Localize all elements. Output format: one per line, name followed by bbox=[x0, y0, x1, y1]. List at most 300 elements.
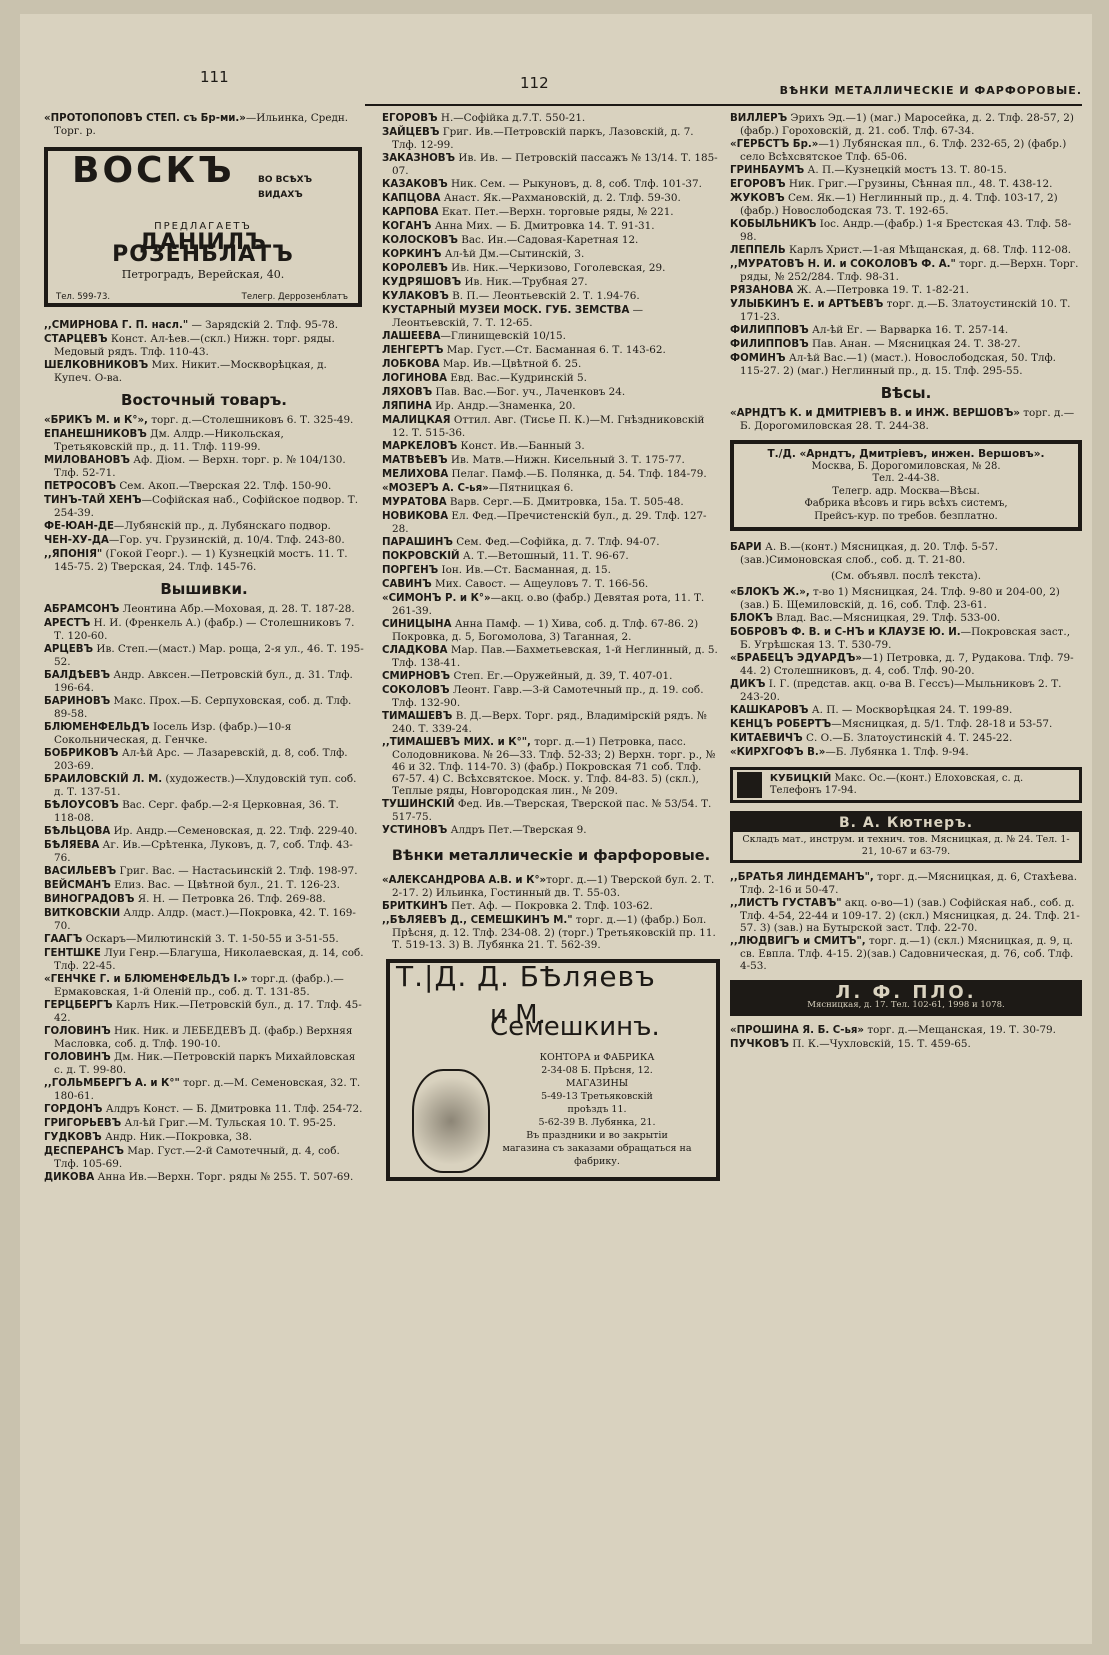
directory-entry bbox=[44, 747, 364, 772]
directory-page bbox=[20, 14, 1092, 1644]
entry-name: СОКОЛОВЪ bbox=[382, 685, 450, 696]
section-heading-vesy: Вѣсы. bbox=[880, 384, 932, 402]
entry-name: МУРАТОВА bbox=[382, 497, 447, 508]
directory-entry bbox=[44, 454, 364, 479]
entry-details: —1) Лубянская пл., 6. Тлф. 232-65, 2) (фабр.) село Всѣхсвятское Тлф. 65-06. bbox=[740, 138, 1067, 163]
entry-name: ЗАЙЦЕВЪ bbox=[382, 127, 440, 138]
wreath-emblem-icon bbox=[412, 1069, 490, 1173]
entry-details: Іон. Ив.—Ст. Басманная, д. 15. bbox=[438, 564, 611, 576]
entry-name: ГЕРЦБЕРГЪ bbox=[44, 1000, 113, 1011]
header-rule bbox=[365, 104, 1082, 106]
directory-entry bbox=[44, 643, 364, 668]
directory-entry bbox=[382, 178, 720, 191]
entry-details: —Б. Лубянка 1. Тлф. 9-94. bbox=[825, 746, 969, 758]
directory-entry bbox=[44, 520, 364, 533]
directory-entry bbox=[730, 871, 1082, 896]
directory-entry bbox=[382, 684, 720, 709]
entry-name: СЛАДКОВА bbox=[382, 645, 448, 656]
directory-entry bbox=[382, 618, 720, 643]
directory-entry bbox=[382, 344, 720, 357]
entry-name: ФИЛИППОВЪ bbox=[730, 339, 809, 350]
entry-name: МАЛИЦКАЯ bbox=[382, 415, 451, 426]
entry-details: Ир. Андр.—Семеновская, д. 22. Тлф. 229-40. bbox=[110, 825, 358, 837]
ad-line: Въ праздники и во закрытіи магазина съ заказами обращаться на фабрику. bbox=[502, 1130, 692, 1167]
section-heading-venki: Вѣнки металлическіе и фарфоровые. bbox=[391, 848, 711, 864]
ad-vosk-telegr: Телегр. Деррозенблатъ bbox=[241, 292, 348, 302]
entry-details: С. О.—Б. Златоустинскій 4. Т. 245-22. bbox=[802, 732, 1013, 744]
entry-details: А. Т.—Ветошный, 11. Т. 96-67. bbox=[459, 550, 629, 562]
entry-details: Ник. Сем. — Рыкуновъ, д. 8, соб. Тлф. 101-37. bbox=[447, 178, 702, 190]
ad-line: Прейсъ-кур. по требов. безплатно. bbox=[814, 510, 998, 522]
directory-entry bbox=[730, 718, 1082, 731]
directory-entry bbox=[382, 644, 720, 669]
entry-details: Андр. Ник.—Покровка, 38. bbox=[101, 1131, 253, 1143]
ad-vosk-headline: ВОСКЪ bbox=[72, 150, 235, 191]
entry-details: торг. д.—Верхн. Торг. ряды, № 252/284. Тлф. 98-31. bbox=[740, 258, 1079, 283]
entry-name: «АРНДТЪ К. и ДМИТРІЕВЪ В. и ИНЖ. ВЕРШОВЪ» bbox=[730, 408, 1020, 419]
entry-name: БЛОКЪ bbox=[730, 613, 773, 624]
directory-entry bbox=[44, 669, 364, 694]
ad-line: 5-62-39 В. Лубянка, 21. bbox=[538, 1117, 656, 1128]
ad-line: 2-34-08 Б. Прѣсня, 12. bbox=[541, 1065, 653, 1076]
directory-entry bbox=[382, 206, 720, 219]
directory-entry bbox=[382, 330, 720, 343]
entry-details: Ал-ѣй Вас.—1) (маст.). Новослободская, 50. Тлф. 115-27. 2) (маг.) Неглинный пр., д. 15. Тлф. 295-55. bbox=[740, 352, 1056, 377]
ad-arndt-heading: Т./Д. «Арндтъ, Дмитріевъ, инжен. Вершовъ». bbox=[767, 448, 1045, 460]
entry-name: СТАРЦЕВЪ bbox=[44, 334, 108, 345]
entry-details: Евд. Вас.—Кудринскій 5. bbox=[446, 372, 587, 384]
directory-entry bbox=[382, 304, 720, 329]
entry-name: ЛЕППЕЛЬ bbox=[730, 245, 786, 256]
directory-entry bbox=[730, 652, 1082, 677]
entry-name: УСТИНОВЪ bbox=[382, 825, 448, 836]
entry-details: Екат. Пет.—Верхн. торговые ряды, № 221. bbox=[438, 206, 674, 218]
ad-line: МАГАЗИНЫ bbox=[565, 1078, 629, 1089]
entry-details: Ник. Григ.—Грузины, Сѣнная пл., 48. Т. 438-12. bbox=[785, 178, 1053, 190]
entry-details: А. В.—(конт.) Мясницкая, д. 20. Тлф. 5-57. (зав.)Симоновская слоб., соб. д. Т. 21-80. bbox=[740, 541, 999, 566]
entry-details: Ив. Степ.—(маст.) Мар. роща, 2-я ул., 46. Т. 195-52. bbox=[54, 643, 364, 668]
entry-name: ,,БѢЛЯЕВЪ Д., СЕМЕШКИНЪ М." bbox=[382, 915, 573, 926]
entry-name: ВИНОГРАДОВЪ bbox=[44, 894, 135, 905]
entry-name: ЛОБКОВА bbox=[382, 359, 440, 370]
entry-name: КОЛОСКОВЪ bbox=[382, 235, 458, 246]
directory-entry bbox=[44, 428, 364, 453]
entry-name: ГЕНТШКЕ bbox=[44, 948, 101, 959]
directory-entry bbox=[382, 192, 720, 205]
entry-details: Фед. Ив.—Тверская, Тверской пас. № 53/54. Т. 517-75. bbox=[392, 798, 712, 823]
entry-details: Ир. Андр.—Знаменка, 20. bbox=[431, 400, 576, 412]
directory-entry bbox=[382, 536, 720, 549]
entry-details: (художеств.)—Хлудовскій туп. соб. д. Т. 137-51. bbox=[54, 773, 357, 798]
entry-details: Дм. Ник.—Петровскій паркъ Михайловская с. д. Т. 99-80. bbox=[54, 1051, 356, 1076]
directory-entry bbox=[44, 1145, 364, 1170]
entry-name: БОБРИКОВЪ bbox=[44, 748, 119, 759]
directory-entry bbox=[44, 1117, 364, 1130]
entry-name: ЖУКОВЪ bbox=[730, 193, 785, 204]
entry-details: Леонтина Абр.—Моховая, д. 28. Т. 187-28. bbox=[119, 603, 355, 615]
entry-name: КАШКАРОВЪ bbox=[730, 705, 809, 716]
directory-entry bbox=[44, 534, 364, 547]
entry-name: «ПРОШИНА Я. Б. С-ья» bbox=[730, 1025, 865, 1036]
ad-line: КОНТОРА и ФАБРИКА bbox=[539, 1052, 655, 1063]
directory-entry bbox=[382, 482, 720, 495]
entry-details: Анна Памф. — 1) Хива, соб. д. Тлф. 67-86. 2) Покровка, д. 5, Богомолова, 3) Таганная, 2. bbox=[392, 618, 699, 643]
directory-entry bbox=[44, 414, 364, 427]
directory-entry bbox=[382, 824, 720, 837]
entry-list bbox=[730, 407, 1082, 432]
entry-name: КЕНЦЪ РОБЕРТЪ bbox=[730, 719, 832, 730]
entry-details: Дм. Алдр.—Никольская, Третьяковскій пр., д. 11. Тлф. 119-99. bbox=[54, 428, 284, 453]
entry-name: КУДРЯШОВЪ bbox=[382, 277, 462, 288]
entry-name: ФИЛИППОВЪ bbox=[730, 325, 809, 336]
entry-name: ВИЛЛЕРЪ bbox=[730, 113, 788, 124]
directory-entry bbox=[730, 678, 1082, 703]
entry-details: Карлъ Ник.—Петровскій бул., д. 17. Тлф. 45-42. bbox=[54, 999, 362, 1024]
entry-details: т-во 1) Мясницкая, 24. Тлф. 9-80 и 204-00, 2) (зав.) Б. Щемиловскій, д. 16, соб. Тлф. 23-61. bbox=[740, 586, 1060, 611]
entry-details: Ел. Фед.—Пречистенскій бул., д. 29. Тлф. 127-28. bbox=[392, 510, 707, 535]
ad-vosk-rozenblat bbox=[44, 147, 362, 307]
entry-details: Макс. Прох.—Б. Серпуховская, соб. д. Тлф. 89-58. bbox=[54, 695, 352, 720]
entry-name: БѢЛОУСОВЪ bbox=[44, 800, 119, 811]
directory-entry bbox=[44, 865, 364, 878]
entry-details: П. К.—Чухловскій, 15. Т. 459-65. bbox=[788, 1038, 971, 1050]
directory-entry bbox=[382, 564, 720, 577]
entry-name: «АЛЕКСАНДРОВА А.В. и К°» bbox=[382, 875, 547, 886]
directory-entry bbox=[730, 298, 1082, 323]
entry-details: Леонт. Гавр.—3-й Самотечный пр., д. 19. соб. Тлф. 132-90. bbox=[392, 684, 704, 709]
ad-kubitsky-body: Макс. Ос.—(конт.) Елоховская, с. д. Телефонъ 17-94. bbox=[769, 773, 1024, 796]
ad-line: Фабрика вѣсовъ и гирь всѣхъ системъ, bbox=[804, 498, 1008, 509]
entry-details: торг. д.—1) Тверской бул. 2. Т. 2-17. 2) Ильинка, Гостинный дв. Т. 55-03. bbox=[392, 874, 715, 899]
entry-details: — Зарядскій 2. Тлф. 95-78. bbox=[188, 319, 339, 331]
entry-details: Н.—Софійка д.7.Т. 550-21. bbox=[437, 112, 586, 124]
entry-details: —акц. о.во (фабр.) Девятая рота, 11. Т. 261-39. bbox=[392, 592, 705, 617]
entry-name: АРЕСТЪ bbox=[44, 618, 91, 629]
entry-details: Іос. Андр.—(фабр.) 1-я Брестская 43. Тлф. 58-98. bbox=[740, 218, 1072, 243]
directory-entry bbox=[730, 284, 1082, 297]
entry-name: МИЛОВАНОВЪ bbox=[44, 455, 130, 466]
directory-entry bbox=[44, 933, 364, 946]
entry-details: Алдръ Пет.—Тверская 9. bbox=[447, 824, 587, 836]
entry-details: торг. д.—1) Петровка, пасс. Солодовникова. № 26—33. Тлф. 52-33; 2) Верхн. торг. р., № 46 и 32. Тлф. 114-70. 3) (фабр.) Покровская 71 соб. Тлф. 67-57. 4) С. Всѣхсвятское. Моск. у. Тлф. 84-83. 5) (скл.), Теплые ряды, Новгородская лин., № 209. bbox=[392, 736, 716, 797]
entry-details: Сем. Як.—1) Неглинный пр., д. 4. Тлф. 103-17, 2) (фабр.) Новослободская 73. Т. 192-65. bbox=[740, 192, 1058, 217]
entry-name: ГОЛОВИНЪ bbox=[44, 1026, 111, 1037]
entry-name: АБРАМСОНЪ bbox=[44, 604, 120, 615]
ad-plo-name: Л. Ф. ПЛО. bbox=[835, 982, 977, 1003]
entry-name: БРАИЛОВСКІЙ Л. М. bbox=[44, 774, 163, 785]
entry-name: «БЛОКЪ Ж.», bbox=[730, 587, 810, 598]
entry-details: Ник. Ник. и ЛЕБЕДЕВЪ Д. (фабр.) Верхняя Масловка, соб. д. Тлф. 190-10. bbox=[54, 1025, 353, 1050]
entry-name: АРЦЕВЪ bbox=[44, 644, 94, 655]
see-ad-note: (См. объявл. послѣ текста). bbox=[830, 570, 982, 582]
entry-details: —Лубянскій пр., д. Лубянскаго подвор. bbox=[113, 520, 331, 532]
entry-details: Ив. Ник.—Черкизово, Гоголевская, 29. bbox=[447, 262, 666, 274]
directory-entry bbox=[382, 592, 720, 617]
entry-details: Іосель Изр. (фабр.)—10-я Сокольническая, д. Генчке. bbox=[54, 721, 292, 746]
directory-entry bbox=[44, 112, 364, 137]
entry-name: БРИТКИНЪ bbox=[382, 901, 448, 912]
entry-details: Григ. Ив.—Петровскій паркъ, Лазовскій, д. 7. Тлф. 12-99. bbox=[392, 126, 694, 151]
directory-entry bbox=[44, 721, 364, 746]
entry-name: САВИНЪ bbox=[382, 579, 432, 590]
entry-details: І. Г. (представ. акц. о-ва В. Гессъ)—Мыльниковъ 2. Т. 243-20. bbox=[740, 678, 1062, 703]
entry-details: —Софійская наб., Софійское подвор. Т. 254-39. bbox=[54, 494, 359, 519]
entry-name: ,,МУРАТОВЪ Н. И. и СОКОЛОВЪ Ф. А." bbox=[730, 259, 956, 270]
entry-details: (Гокой Георг.). — 1) Кузнецкій мостъ. 11. Т. 145-75. 2) Тверская, 24. Тлф. 145-76. bbox=[54, 548, 348, 573]
entry-details: Мих. Никит.—Москворѣцкая, д. Купеч. О-ва. bbox=[54, 359, 327, 384]
entry-name: «СИМОНЪ Р. и К°» bbox=[382, 593, 491, 604]
entry-details: Степ. Ег.—Оружейный, д. 39, Т. 407-01. bbox=[450, 670, 673, 682]
entry-details: Ив. Ив. — Петровскій пассажъ № 13/14. Т. 185-07. bbox=[392, 152, 718, 177]
directory-entry bbox=[44, 319, 364, 332]
entry-name: ЧЕН-ХУ-ДА bbox=[44, 535, 109, 546]
entry-details: Анаст. Як.—Рахмановскій, д. 2. Тлф. 59-30. bbox=[440, 192, 681, 204]
directory-entry bbox=[382, 276, 720, 289]
entry-details: торг. д.—Столешниковъ 6. Т. 325-49. bbox=[147, 414, 354, 426]
entry-name: ЗАКАЗНОВЪ bbox=[382, 153, 456, 164]
directory-entry bbox=[382, 578, 720, 591]
directory-entry bbox=[730, 407, 1082, 432]
entry-details: Оттил. Авг. (Тисье П. К.)—М. Гнѣздниковскій 12. Т. 515-36. bbox=[392, 414, 705, 439]
entry-name: ВИТКОВСКІИ bbox=[44, 908, 121, 919]
entry-name: ГУДКОВЪ bbox=[44, 1132, 102, 1143]
entry-details: Елиз. Вас. — Цвѣтной бул., 21. Т. 126-23. bbox=[110, 879, 340, 891]
directory-entry bbox=[382, 290, 720, 303]
directory-entry bbox=[730, 192, 1082, 217]
directory-entry bbox=[730, 352, 1082, 377]
directory-entry bbox=[730, 586, 1082, 611]
directory-entry bbox=[382, 414, 720, 439]
ad-line: Телегр. адр. Москва—Вѣсы. bbox=[832, 485, 980, 497]
section-heading-vyshivki: Вышивки. bbox=[160, 580, 248, 598]
directory-entry bbox=[382, 126, 720, 151]
entry-name: КОРКИНЪ bbox=[382, 249, 442, 260]
directory-entry bbox=[44, 333, 364, 358]
ad-kubitsky-text bbox=[770, 773, 1075, 797]
ad-kubitsky bbox=[730, 767, 1082, 803]
entry-name: КОГАНЪ bbox=[382, 221, 432, 232]
entry-details: Эрихъ Эд.—1) (маг.) Маросейка, д. 2. Тлф. 28-57, 2) (фабр.) Гороховскій, д. 21. соб. Тлф. 67-34. bbox=[740, 112, 1074, 137]
entry-name: РЯЗАНОВА bbox=[730, 285, 794, 296]
column-2 bbox=[382, 112, 720, 1181]
directory-entry bbox=[44, 1077, 364, 1102]
directory-entry bbox=[730, 626, 1082, 651]
directory-entry bbox=[44, 825, 364, 838]
directory-entry bbox=[730, 704, 1082, 717]
entry-details: Анна Мих. — Б. Дмитровка 14. Т. 91-31. bbox=[431, 220, 655, 232]
directory-entry bbox=[382, 386, 720, 399]
directory-entry bbox=[44, 617, 364, 642]
entry-name: ,,ГОЛЬМБЕРГЪ А. и К°" bbox=[44, 1078, 180, 1089]
directory-entry bbox=[382, 496, 720, 509]
directory-entry bbox=[382, 914, 720, 951]
entry-details: торг. д.—1) (скл.) Мясницкая, д. 9, ц. св. Евпла. Тлф. 4-15. 2)(зав.) Садовническая, д. 76, соб. Тлф. 4-53. bbox=[740, 935, 1074, 972]
directory-entry bbox=[730, 1024, 1082, 1037]
entry-name: ГРИНБАУМЪ bbox=[730, 165, 805, 176]
page-number: 112 bbox=[520, 74, 549, 92]
entry-name: ЛОГИНОВА bbox=[382, 373, 447, 384]
directory-entry bbox=[44, 1171, 364, 1184]
directory-entry bbox=[382, 550, 720, 563]
entry-name: ПАРАШИНЪ bbox=[382, 537, 453, 548]
entry-list bbox=[44, 414, 364, 573]
directory-entry bbox=[382, 736, 720, 797]
entry-name: СМИРНОВЪ bbox=[382, 671, 451, 682]
directory-entry bbox=[382, 454, 720, 467]
entry-name: КОБЫЛЬНИКЪ bbox=[730, 219, 817, 230]
entry-details: Пав. Вас.—Бог. уч., Лаченковъ 24. bbox=[432, 386, 626, 398]
entry-name: ДЕСПЕРАНСЪ bbox=[44, 1146, 124, 1157]
directory-entry bbox=[382, 400, 720, 413]
entry-details: торг. д.—М. Семеновская, 32. Т. 180-61. bbox=[54, 1077, 361, 1102]
entry-name: «БРИКЪ М. и К°», bbox=[44, 415, 148, 426]
directory-entry bbox=[382, 440, 720, 453]
entry-details: В. Д.—Верх. Торг. ряд., Владимірскій рядъ. № 240. Т. 339-24. bbox=[392, 710, 707, 735]
entry-list bbox=[382, 112, 720, 837]
entry-name: «ГЕНЧКЕ Г. и БЛЮМЕНФЕЛЬДЪ І.» bbox=[44, 974, 248, 985]
directory-entry bbox=[382, 798, 720, 823]
directory-entry bbox=[44, 947, 364, 972]
entry-details: Ал-ѣй Дм.—Сытинскій, 3. bbox=[441, 248, 585, 260]
ad-beliaev-title-1: Т.|Д. Д. БѢляевъ bbox=[396, 960, 656, 993]
entry-list bbox=[382, 874, 720, 951]
entry-name: ФЕ-ЮАН-ДЕ bbox=[44, 521, 114, 532]
entry-details: —Покровская заст., Б. Угрѣшская 13. Т. 530-79. bbox=[740, 626, 1071, 651]
entry-details: Луи Генр.—Благуша, Николаевская, д. 14, соб. Тлф. 22-45. bbox=[54, 947, 364, 972]
entry-name: ВАСИЛЬЕВЪ bbox=[44, 866, 117, 877]
ad-line: Москва, Б. Дорогомиловская, № 28. bbox=[811, 460, 1001, 472]
entry-details: В. П.— Леонтьевскій 2. Т. 1.94-76. bbox=[448, 290, 640, 302]
entry-name: МАРКЕЛОВЪ bbox=[382, 441, 458, 452]
entry-name: ШЕЛКОВНИКОВЪ bbox=[44, 360, 149, 371]
entry-name: СИНИЦЫНА bbox=[382, 619, 452, 630]
column-3 bbox=[730, 112, 1082, 1052]
entry-name: КАРПОВА bbox=[382, 207, 439, 218]
entry-details: торг. д.—Б. Дорогомиловская 28. Т. 244-38. bbox=[740, 407, 1075, 432]
entry-name: МАТВѢЕВЪ bbox=[382, 455, 448, 466]
entry-details: Оскаръ—Милютинскій 3. Т. 1-50-55 и 3-51-55. bbox=[82, 933, 339, 945]
directory-entry bbox=[44, 1103, 364, 1116]
entry-details: Анна Ив.—Верхн. Торг. ряды № 255. Т. 507-69. bbox=[94, 1171, 354, 1183]
entry-list bbox=[730, 586, 1082, 759]
entry-name: ГОЛОВИНЪ bbox=[44, 1052, 111, 1063]
entry-details: Ал-ѣй Григ.—М. Тульская 10. Т. 95-25. bbox=[121, 1117, 337, 1129]
entry-list bbox=[730, 871, 1082, 972]
directory-entry bbox=[382, 510, 720, 535]
directory-entry bbox=[382, 248, 720, 261]
directory-entry bbox=[382, 468, 720, 481]
directory-entry bbox=[730, 1038, 1082, 1051]
directory-entry bbox=[382, 372, 720, 385]
directory-entry bbox=[44, 480, 364, 493]
directory-entry bbox=[44, 1051, 364, 1076]
ad-line: проѣздъ 11. bbox=[567, 1104, 627, 1115]
entry-name: ПОКРОВСКІЙ bbox=[382, 551, 460, 562]
entry-name: ПУЧКОВЪ bbox=[730, 1039, 789, 1050]
entry-details: А. П.—Кузнецкій мостъ 13. Т. 80-15. bbox=[804, 164, 1007, 176]
directory-entry bbox=[382, 152, 720, 177]
entry-details: Конст. Ив.—Банный 3. bbox=[457, 440, 585, 452]
entry-name: КАПЦОВА bbox=[382, 193, 441, 204]
directory-entry bbox=[730, 218, 1082, 243]
directory-entry bbox=[44, 973, 364, 998]
entry-details: —Мясницкая, д. 5/1. Тлф. 28-18 и 53-57. bbox=[831, 718, 1053, 730]
entry-name: ЕГОРОВЪ bbox=[730, 179, 786, 190]
entry-details: Сем. Фед.—Софійка, д. 7. Тлф. 94-07. bbox=[452, 536, 660, 548]
entry-details: А. П. — Москворѣцкая 24. Т. 199-89. bbox=[808, 704, 1013, 716]
ad-arndt bbox=[730, 440, 1082, 531]
directory-entry bbox=[382, 710, 720, 735]
directory-entry bbox=[44, 773, 364, 798]
ad-vosk-address: Петроградъ, Верейская, 40. bbox=[121, 268, 285, 281]
directory-entry bbox=[730, 338, 1082, 351]
entry-details: Сем. Акоп.—Тверская 22. Тлф. 150-90. bbox=[116, 480, 332, 492]
entry-details: торг. д.—Мясницкая, д. 6, Стахѣева. Тлф. 2-16 и 50-47. bbox=[740, 871, 1078, 896]
entry-name: КУЛАКОВЪ bbox=[382, 291, 449, 302]
entry-name: БАЛДѢЕВЪ bbox=[44, 670, 111, 681]
directory-entry bbox=[730, 112, 1082, 137]
directory-entry bbox=[382, 900, 720, 913]
entry-name: ПЕТРОСОВЪ bbox=[44, 481, 117, 492]
entry-name: ЛЯХОВЪ bbox=[382, 387, 433, 398]
ad-kytner-head: В. А. Кютнеръ. bbox=[733, 814, 1079, 832]
entry-details: Мар. Густ.—Ст. Басманная 6. Т. 143-62. bbox=[443, 344, 666, 356]
entry-name: ГРИГОРЬЕВЪ bbox=[44, 1118, 122, 1129]
entry-details: —1) Петровка, д. 7, Рудакова. Тлф. 79-44. 2) Столешниковъ, д. 4, соб. Тлф. 90-20. bbox=[740, 652, 1074, 677]
entry-details: Пет. Аф. — Покровка 2. Тлф. 103-62. bbox=[447, 900, 653, 912]
entry-list bbox=[44, 603, 364, 1184]
directory-entry bbox=[730, 541, 1082, 566]
entry-list bbox=[44, 319, 364, 384]
directory-entry bbox=[730, 935, 1082, 972]
entry-details: Мар. Ив.—Цвѣтной б. 25. bbox=[439, 358, 582, 370]
entry-details: торг. д.—Б. Златоустинскій 10. Т. 171-23. bbox=[740, 298, 1071, 323]
entry-details: Вас. Ин.—Садовая-Каретная 12. bbox=[457, 234, 639, 246]
entry-name: ВЕЙСМАНЪ bbox=[44, 880, 111, 891]
ad-kytner-body: Складъ мат., инструм. и технич. тов. Мясницкая, д. № 24. Тел. 1-21, 10-67 и 63-79. bbox=[742, 834, 1070, 857]
directory-entry bbox=[730, 612, 1082, 625]
entry-details: акц. о-во—1) (зав.) Софійская наб., соб. д. Тлф. 4-54, 22-44 и 109-17. 2) (скл.) Мясницкая, д. 24. Тлф. 21-57. 3) (зав.) на Бутырской заст. Тлф. 22-70. bbox=[740, 897, 1080, 934]
section-heading-vostok: Восточный товаръ. bbox=[121, 391, 287, 409]
directory-entry bbox=[44, 907, 364, 932]
entry-list bbox=[730, 1024, 1082, 1051]
ad-plo bbox=[730, 980, 1082, 1016]
directory-entry bbox=[730, 244, 1082, 257]
entry-name: БАРИНОВЪ bbox=[44, 696, 111, 707]
ad-kytner bbox=[730, 811, 1082, 863]
black-block-icon bbox=[737, 772, 762, 798]
entry-details: —Ильинка, Средн. Торг. р. bbox=[54, 112, 349, 137]
entry-details: —Гор. уч. Грузинскій, д. 10/4. Тлф. 243-80. bbox=[108, 534, 345, 546]
entry-details: торг. д.—1) (фабр.) Бол. Прѣсня, д. 12. Тлф. 234-08. 2) (торг.) Третьяковскій пр. 11. Т. 519-13. 3) В. Лубянка 21. Т. 562-39. bbox=[392, 914, 716, 951]
entry-details: Аг. Ив.—Срѣтенка, Луковъ, д. 7, соб. Тлф. 43-76. bbox=[54, 839, 353, 864]
entry-name: БѢЛЯЕВА bbox=[44, 840, 100, 851]
entry-details: Ив. Матв.—Нижн. Кисельный 3. Т. 175-77. bbox=[447, 454, 685, 466]
entry-name: ,,ЯПОНІЯ" bbox=[44, 549, 103, 560]
directory-entry bbox=[44, 1131, 364, 1144]
entry-details: Пав. Анан. — Мясницкая 24. Т. 38-27. bbox=[808, 338, 1021, 350]
ad-kubitsky-name: КУБИЦКІЙ bbox=[769, 773, 832, 784]
entry-name: ГОРДОНЪ bbox=[44, 1104, 103, 1115]
entry-name: ,,ЛИСТЪ ГУСТАВЪ" bbox=[730, 898, 842, 909]
running-title: ВѢНКИ МЕТАЛЛИЧЕСКІЕ И ФАРФОРОВЫЕ. bbox=[779, 84, 1082, 97]
ad-line: 5-49-13 Третьяковскій bbox=[541, 1091, 653, 1102]
entry-name: ДИКОВА bbox=[44, 1172, 95, 1183]
entry-name: КОРОЛЕВЪ bbox=[382, 263, 448, 274]
entry-details: Ал-ѣй Арс. — Лазаревскій, д. 8, соб. Тлф. 203-69. bbox=[54, 747, 348, 772]
entry-name: УЛЫБКИНЪ Е. и АРТѢЕВЪ bbox=[730, 299, 884, 310]
ad-beliaev-semeshkin bbox=[386, 959, 720, 1181]
